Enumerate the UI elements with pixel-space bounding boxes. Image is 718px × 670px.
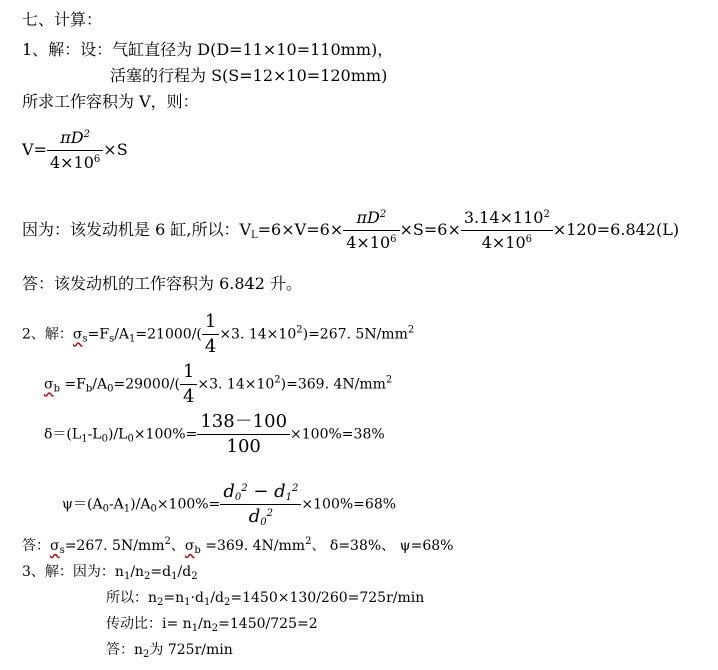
p2-delta-line: $\delta=(L_1-L_0)/L_0\times 100\%=$ $\frac{138-100}{100}$ ×100%=38% — [44, 411, 385, 457]
p2-psi-line: $\psi=(A_0-A_1)/A_0\times 100\%=$ $\frac{d_0^2 - d_1^2}{d_0^2}$ ×100%=68% — [62, 481, 397, 528]
p2-line2: $\sigma_b =F_b/A_0=29000/$( $\frac{1}{4}$ ×3. $14\times 10^2)=369$. $4N/mm^2$ — [44, 361, 393, 407]
p1-line2: 活塞的行程为 S(S=12×10=120mm) — [110, 66, 388, 85]
vl-fraction-2: $\frac{3.14\times 110^2}{4\times 10^6}$ — [461, 208, 553, 253]
p3-line4: 答：$n_2$为 725r/min — [106, 642, 233, 660]
v-numerator: $\pi D^2$ — [60, 128, 90, 147]
v-denominator: $4\times 10^6$ — [47, 150, 103, 173]
v-rhs: ×S — [103, 140, 128, 159]
v-fraction — [47, 128, 103, 173]
p3-line3: 传动比：$i= n_1/n_2=1450/725=2$ — [106, 616, 318, 634]
p2-line1: 2、解：$\sigma_s=F_s/A_1=21000/$( $\frac{1}{4}$ ×3. $14\times 10^2)=267$. $5N/mm^2$ — [22, 311, 415, 357]
section-title: 七、计算： — [22, 10, 103, 29]
p3-line2: 所以：$n_2=n_1\cdot d_1/d_2=1450\times 130/260=725r/\min$ — [106, 590, 425, 608]
p1-line3: 所求工作容积为 V，则： — [22, 92, 199, 111]
v-lhs: V= — [22, 140, 47, 159]
p2-answer: 答：$\sigma_s=267$. $5N/mm^2$、$\sigma_b =369$. $4N/mm^2$、 δ=38%、 ψ=68% — [22, 536, 454, 556]
p1-line1: 1、解：设：气缸直径为 D(D=11×10=110mm)， — [22, 40, 394, 59]
p1-answer: 答：该发动机的工作容积为 6.842 升。 — [22, 274, 302, 293]
vl-fraction-1: $\frac{\pi D^2}{4\times 10^6}$ — [343, 208, 399, 253]
p3-line1: 3、解：因为：$n_1/n_2=d_1/d_2$ — [22, 564, 198, 582]
v-formula — [22, 128, 128, 173]
because-line: 因为：该发动机是 6 缸,所以：$V_L=6\times V=6\times$ $\frac{\pi D^2}{4\times 10^6}$ ×S=6× $\frac{3.14\times 110^2}{4\times 10^6}$ ×120=6.842(L) — [22, 208, 680, 252]
